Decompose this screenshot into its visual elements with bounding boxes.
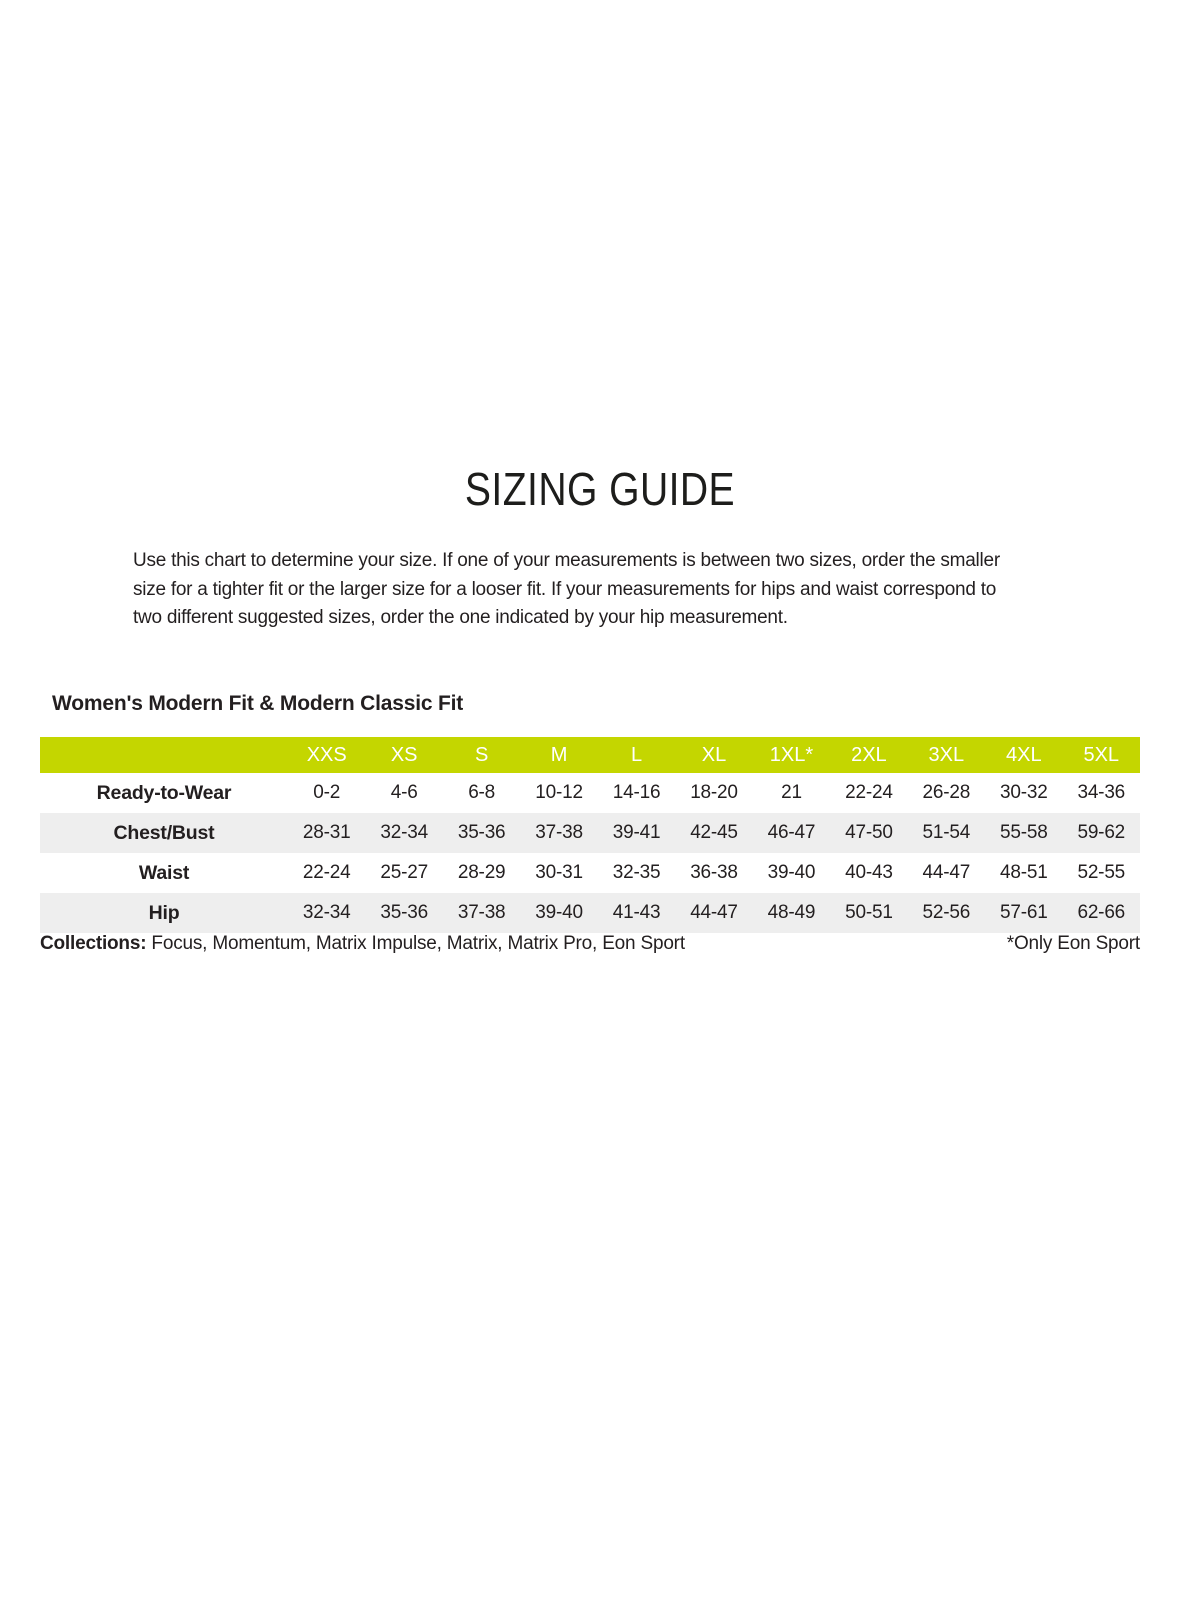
size-value-cell: 47-50 (845, 822, 893, 843)
sizing-table-header (40, 737, 1140, 773)
size-value-cell: 32-35 (612, 862, 661, 883)
size-value-cell: 22-24 (845, 782, 893, 803)
sizing-table (40, 737, 1140, 933)
header-cell-size: XXS (288, 737, 365, 773)
size-value-cell: 51-54 (922, 822, 971, 843)
intro-line-2: size for a tighter fit or the larger size for a looser fit. If your measurements for hips and waist correspond to (133, 578, 997, 600)
size-value-cell: 35-36 (457, 822, 506, 843)
size-value-cell: 44-47 (690, 902, 738, 923)
size-value-cell: 30-32 (1000, 782, 1048, 803)
size-value-cell: 42-45 (690, 822, 738, 843)
size-value-cell: 46-47 (767, 822, 816, 843)
size-value-cell: 44-47 (922, 862, 971, 883)
size-value-cell: 32-34 (302, 902, 351, 923)
size-value-cell: 37-38 (457, 902, 506, 923)
row-label: Ready-to-Wear (96, 781, 232, 804)
size-value-cell: 52-56 (922, 902, 971, 923)
size-value-cell: 36-38 (690, 862, 738, 883)
size-value-cell: 39-41 (612, 822, 661, 843)
collections-line (40, 933, 1140, 955)
size-value-cell: 40-43 (845, 862, 893, 883)
intro-line-3: two different suggested sizes, order the one indicated by your hip measurement. (133, 607, 788, 628)
size-value-cell: 39-40 (535, 902, 583, 923)
size-value-cell: 4-6 (390, 782, 418, 803)
size-value-cell: 26-28 (922, 782, 971, 803)
size-value-cell: 0-2 (313, 782, 341, 803)
header-cell-size: 5XL (1063, 737, 1140, 773)
row-label: Hip (148, 901, 180, 924)
size-value-cell: 18-20 (690, 782, 738, 803)
header-cell-size: 1XL* (753, 737, 830, 773)
collections-value: Focus, Momentum, Matrix Impulse, Matrix, Matrix Pro, Eon Sport (146, 933, 685, 954)
size-value-cell: 52-55 (1077, 862, 1126, 883)
footnote-only-eon-sport: *Only Eon Sport (1006, 933, 1140, 954)
size-value-cell: 48-49 (767, 902, 816, 923)
header-cell-size: 2XL (830, 737, 907, 773)
sizing-table-body (40, 773, 1140, 933)
size-value-cell: 41-43 (612, 902, 661, 923)
table-row (40, 773, 1140, 813)
table-row (40, 813, 1140, 853)
header-cell-size: 3XL (908, 737, 985, 773)
table-section-title: Women's Modern Fit & Modern Classic Fit (52, 692, 464, 715)
collections-label: Collections: (40, 933, 147, 954)
size-value-cell: 34-36 (1077, 782, 1126, 803)
size-value-cell: 28-29 (457, 862, 506, 883)
size-value-cell: 25-27 (380, 862, 428, 883)
size-value-cell: 28-31 (302, 822, 351, 843)
row-label: Waist (138, 861, 190, 884)
table-row (40, 853, 1140, 893)
size-value-cell: 32-34 (380, 822, 428, 843)
size-value-cell: 22-24 (302, 862, 351, 883)
collections-text (40, 933, 685, 955)
size-value-cell: 6-8 (468, 782, 496, 803)
intro-line-1: Use this chart to determine your size. If one of your measurements is between two sizes, order the smaller (133, 550, 1000, 571)
size-value-cell: 35-36 (380, 902, 428, 923)
size-value-cell: 37-38 (535, 822, 583, 843)
row-label: Chest/Bust (113, 821, 215, 844)
header-cell-empty (40, 737, 288, 773)
size-value-cell: 21 (781, 782, 802, 803)
sizing-table-container (40, 737, 1140, 933)
size-value-cell: 57-61 (1000, 902, 1048, 923)
size-value-cell: 10-12 (535, 782, 583, 803)
size-value-cell: 59-62 (1077, 822, 1126, 843)
header-cell-size: M (520, 737, 597, 773)
intro-paragraph (133, 547, 1063, 633)
page-title: SIZING GUIDE (464, 463, 736, 515)
size-value-cell: 50-51 (845, 902, 893, 923)
header-cell-size: S (443, 737, 520, 773)
header-cell-size: XL (675, 737, 752, 773)
size-value-cell: 30-31 (535, 862, 583, 883)
size-value-cell: 55-58 (1000, 822, 1048, 843)
size-value-cell: 48-51 (1000, 862, 1048, 883)
size-value-cell: 14-16 (612, 782, 661, 803)
table-row (40, 893, 1140, 933)
size-value-cell: 62-66 (1077, 902, 1126, 923)
size-value-cell: 39-40 (767, 862, 816, 883)
header-cell-size: L (598, 737, 675, 773)
header-cell-size: XS (365, 737, 442, 773)
header-cell-size: 4XL (985, 737, 1062, 773)
